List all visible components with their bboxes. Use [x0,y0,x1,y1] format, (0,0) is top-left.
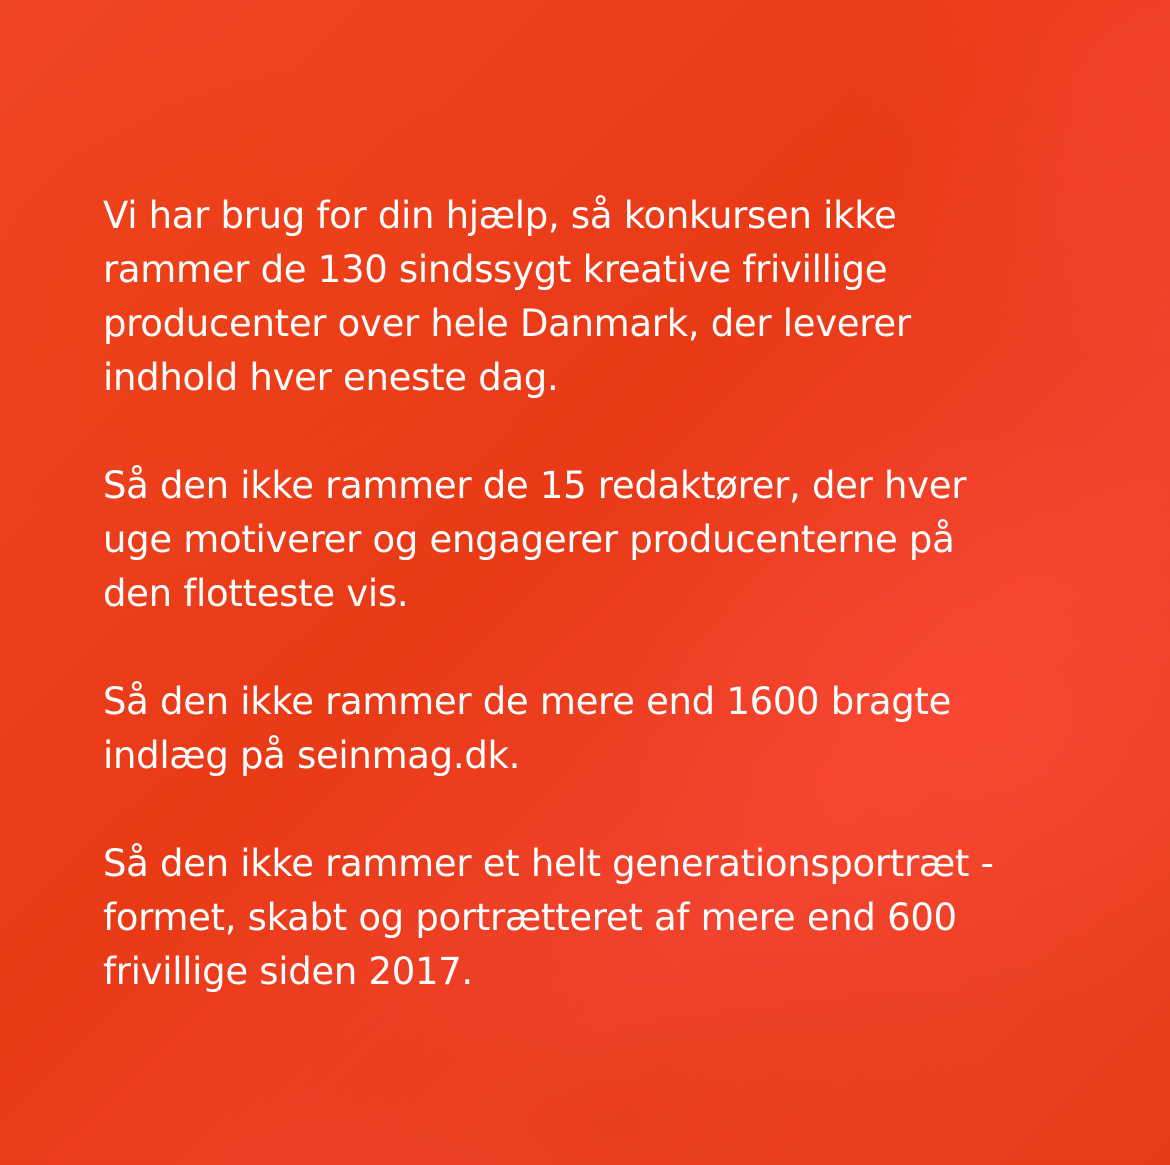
message-text-block [103,189,1113,999]
paragraph-articles: Så den ikke rammer de mere end 1600 bragte indlæg på seinmag.dk. [103,680,952,777]
paragraph-generation-portrait: Så den ikke rammer et helt generationsportræt - formet, skabt og portrætteret af mere end 600 frivillige siden 2017. [103,842,994,993]
paragraph-editors: Så den ikke rammer de 15 redaktører, der hver uge motiverer og engagerer producenterne på den flotteste vis. [103,464,967,615]
paragraph-help-producers: Vi har brug for din hjælp, så konkursen ikke rammer de 130 sindssygt kreative frivillige producenter over hele Danmark, der leverer indhold hver eneste dag. [103,194,911,399]
